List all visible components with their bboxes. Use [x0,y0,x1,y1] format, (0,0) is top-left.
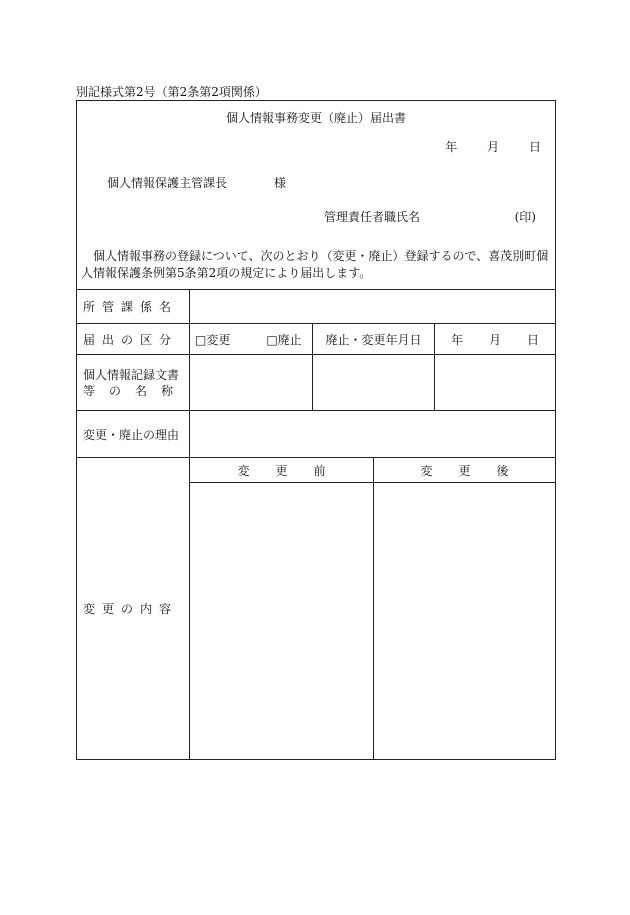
department-row [77,289,555,324]
department-field[interactable] [189,289,555,323]
notification-form [76,100,556,760]
change-date-field[interactable] [434,324,555,354]
before-header: 変更前 [189,458,373,482]
record-name-field-2[interactable] [312,355,434,410]
reason-label: 変更・廃止の理由 [83,427,180,442]
manager-name-label: 管理責任者職氏名 [324,210,421,224]
form-number: 別記様式第2号（第2条第2項関係） [76,85,267,99]
change-date-day: 日 [527,332,540,347]
before-field[interactable] [189,482,373,759]
after-header: 変更後 [373,458,555,482]
record-name-row [77,355,555,411]
date-month: 月 [487,140,500,154]
after-field[interactable] [373,482,555,759]
change-checkbox[interactable]: □変更 [195,332,231,347]
submission-date [419,138,541,155]
change-date-year: 年 [450,332,463,347]
content-header [189,458,555,483]
reason-field[interactable] [189,411,555,457]
category-options [189,324,312,354]
content-row [77,458,555,759]
addressee-suffix: 様 [274,176,287,190]
abolish-checkbox[interactable]: □廃止 [266,332,302,347]
record-name-field-1[interactable] [189,355,312,410]
addressee: 個人情報保護主管課長 [107,176,228,190]
reason-row [77,411,555,458]
department-label: 所管課係名 [83,299,179,314]
record-name-field-3[interactable] [434,355,555,410]
date-day: 日 [528,140,541,154]
record-name-label: 個人情報記録文書 等の名称 [83,367,188,398]
category-row [77,324,555,355]
date-year: 年 [445,140,458,154]
change-date-label: 廃止・変更年月日 [312,324,434,354]
intro-text: 個人情報事務の登録について、次のとおり（変更・廃止）登録するので、喜茂別町個人情報保護条例第5条第2項の規定により届出します。 [81,249,549,280]
form-header [77,101,555,290]
change-date-month: 月 [488,332,501,347]
content-label: 変更の内容 [83,602,179,616]
category-label: 届出の区分 [83,332,179,347]
seal-mark: (印) [514,210,536,224]
form-title: 個人情報事務変更（廃止）届出書 [225,111,406,125]
